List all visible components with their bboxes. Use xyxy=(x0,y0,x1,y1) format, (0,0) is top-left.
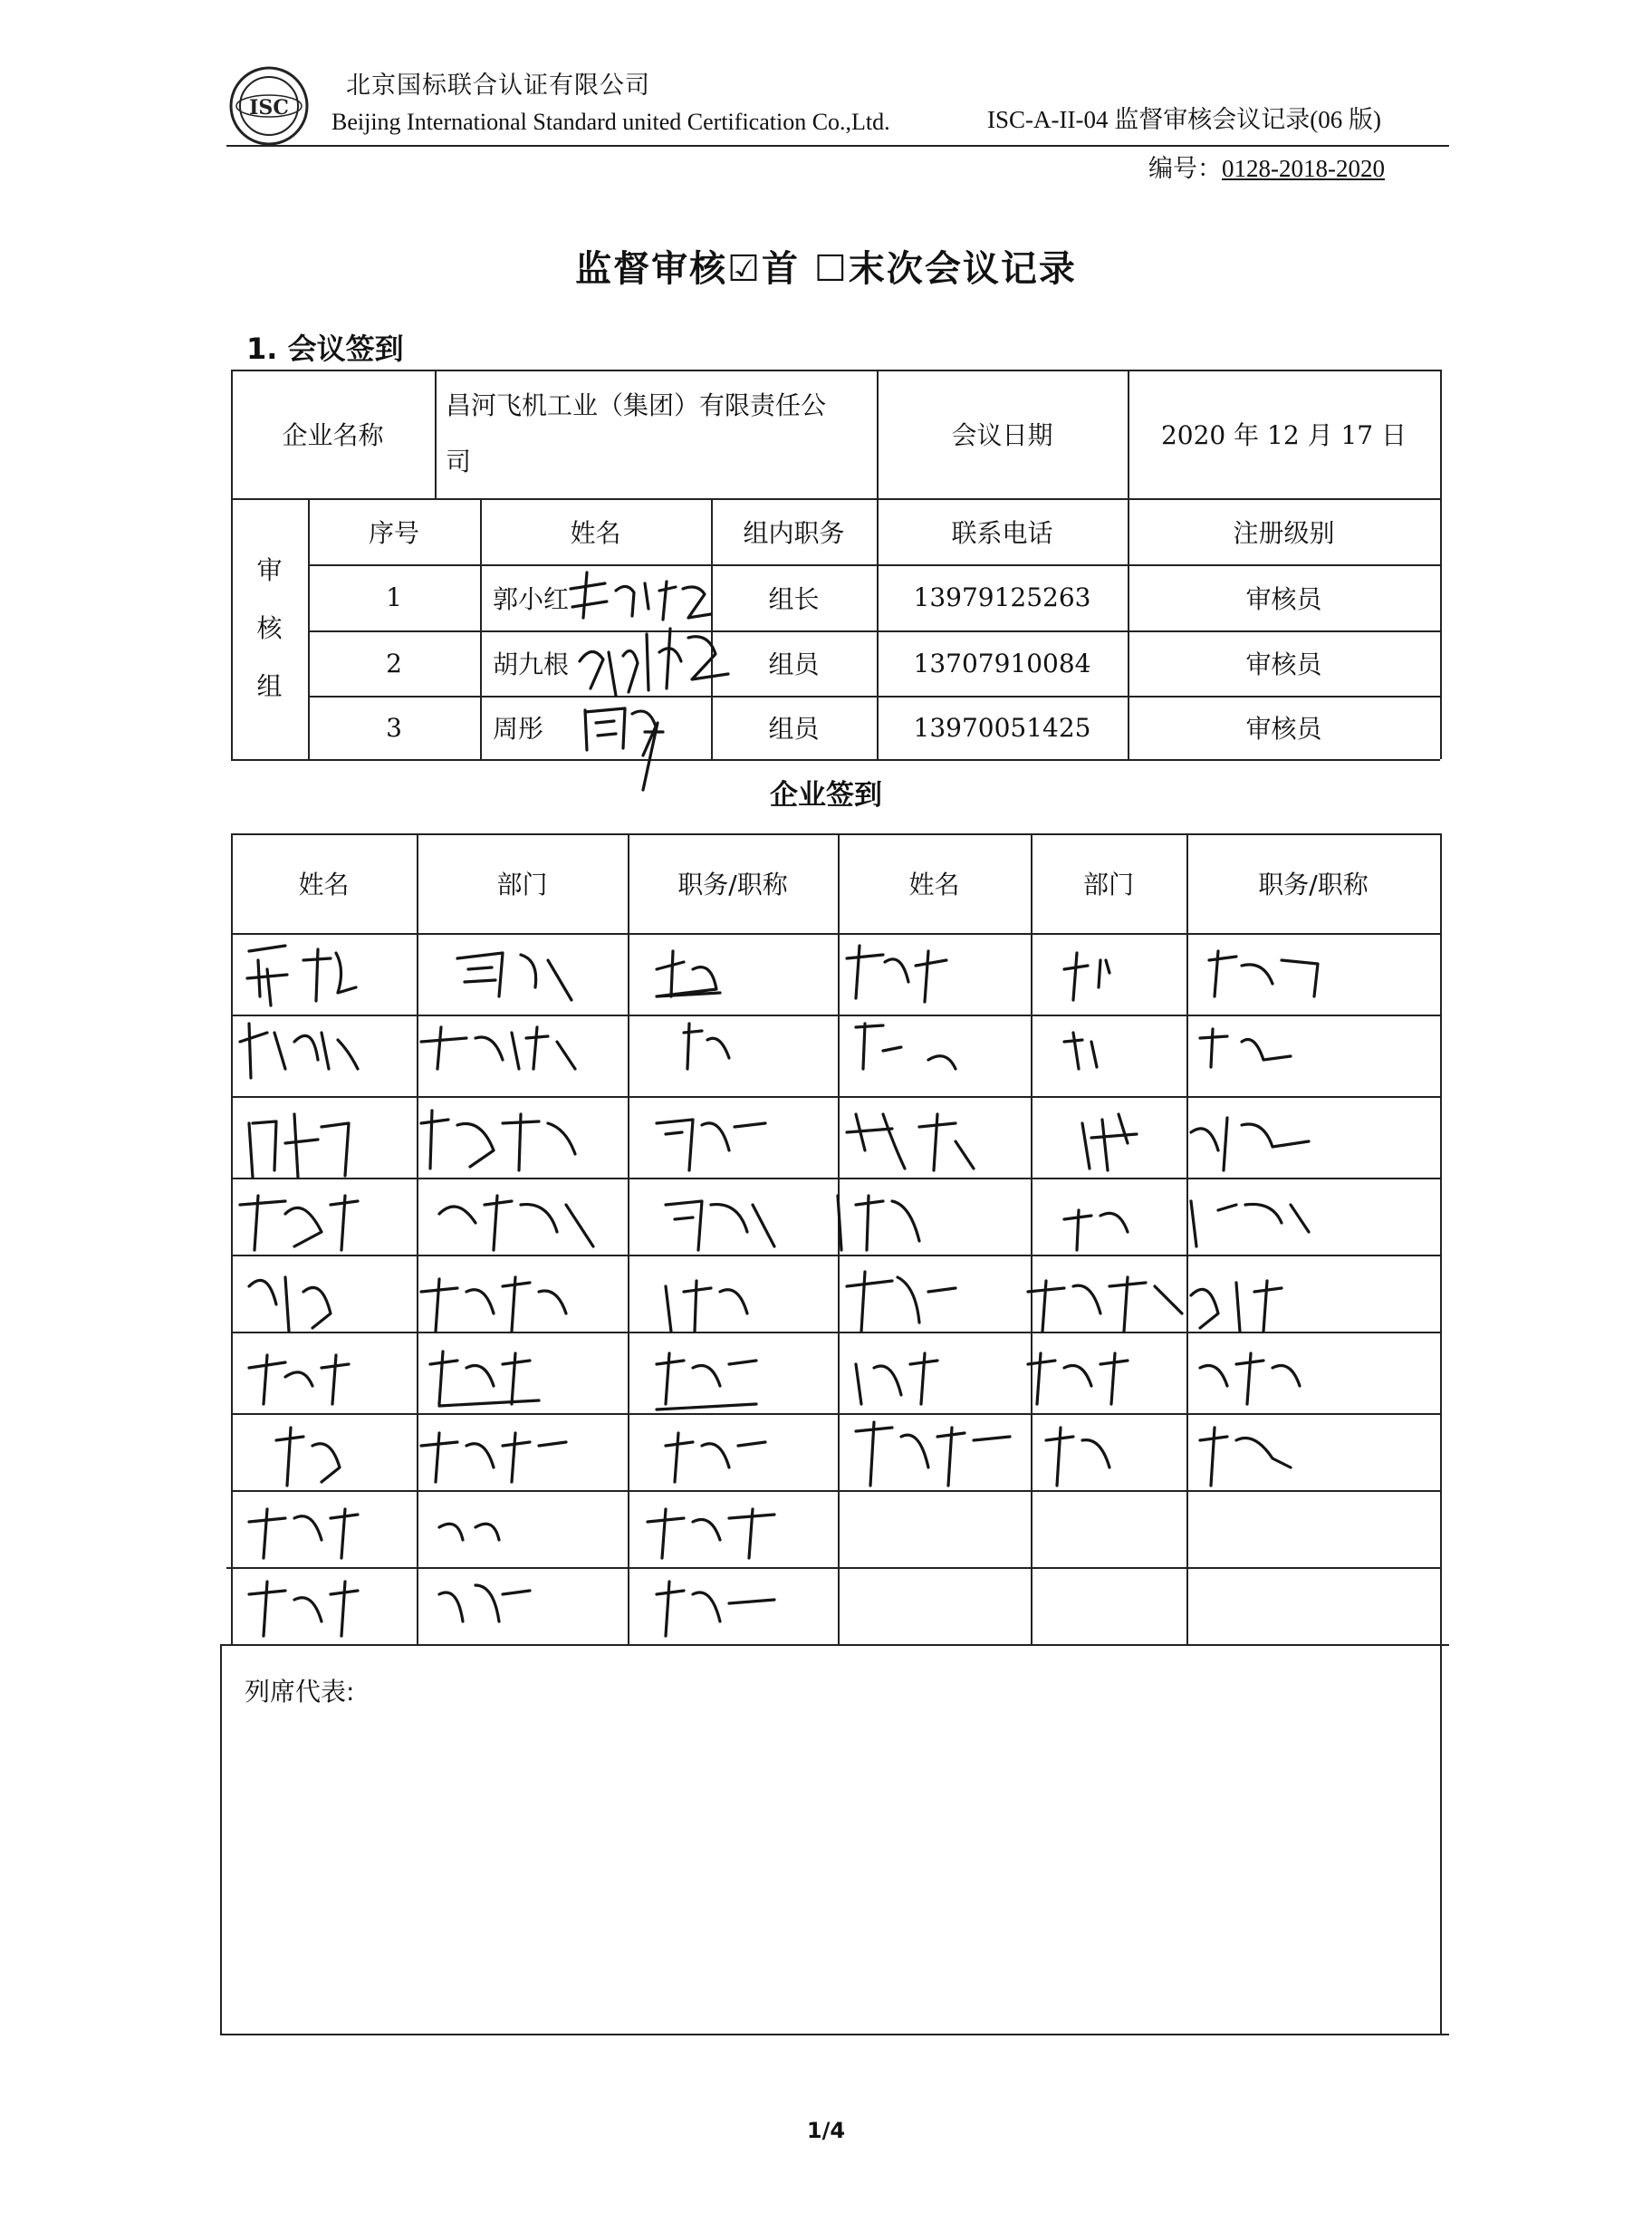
page-title: 监督审核☑首 ☐末次会议记录 xyxy=(575,248,1077,290)
form-code: ISC-A-II-04 监督审核会议记录(06 版) xyxy=(987,106,1381,133)
audit-group-label-1: 审 xyxy=(256,555,283,585)
header-rule xyxy=(226,145,1449,147)
audit-row-1-level: 审核员 xyxy=(1245,583,1322,614)
audit-group-label-2: 核 xyxy=(256,613,283,643)
ent-header-title-2: 职务/职称 xyxy=(1258,870,1369,900)
audit-group-label-3: 组 xyxy=(256,671,283,701)
ent-header-name-1: 姓名 xyxy=(298,870,350,900)
header-role: 组内职务 xyxy=(743,517,845,548)
attendance-label: 列席代表: xyxy=(245,1677,355,1707)
audit-row-2-no: 2 xyxy=(386,648,402,678)
company-logo xyxy=(228,65,310,147)
audit-row-3-phone: 13970051425 xyxy=(913,712,1091,743)
audit-row-1-phone: 13979125263 xyxy=(913,582,1091,612)
company-value-line2: 司 xyxy=(446,447,472,476)
header-phone: 联系电话 xyxy=(951,517,1053,548)
audit-row-3-no: 3 xyxy=(386,712,402,743)
audit-row-1-role: 组长 xyxy=(768,583,820,614)
header-seq: 序号 xyxy=(368,517,419,548)
header-level: 注册级别 xyxy=(1233,517,1335,548)
section-title: 1. 会议签到 xyxy=(246,332,404,366)
enterprise-sign-in-title: 企业签到 xyxy=(770,779,882,812)
svg-text:ISC: ISC xyxy=(249,96,289,120)
audit-row-1-no: 1 xyxy=(386,582,402,612)
ent-header-dept-2: 部门 xyxy=(1082,870,1134,900)
audit-row-2-level: 审核员 xyxy=(1245,649,1322,679)
audit-row-3-role: 组员 xyxy=(768,714,820,744)
serial-label: 编号： xyxy=(1148,155,1222,183)
audit-group-label xyxy=(231,498,308,759)
ent-header-name-2: 姓名 xyxy=(908,870,960,900)
ent-header-dept-1: 部门 xyxy=(496,870,548,900)
audit-row-2-role: 组员 xyxy=(768,649,820,679)
date-label: 会议日期 xyxy=(951,420,1053,450)
audit-row-1-name: 郭小红 xyxy=(493,583,570,614)
company-value xyxy=(435,370,877,498)
company-value-line1: 昌河飞机工业（集团）有限责任公 xyxy=(446,390,827,420)
company-name-en: Beijing International Standard united Certification Co.,Ltd. xyxy=(331,109,890,135)
audit-row-3-name: 周彤 xyxy=(493,714,544,744)
handwritten-signatures xyxy=(231,933,1440,1644)
audit-row-3-level: 审核员 xyxy=(1245,714,1322,744)
audit-row-2-name: 胡九根 xyxy=(493,649,570,679)
ent-header-title-1: 职务/职称 xyxy=(677,870,788,900)
date-value: 2020 年 12 月 17 日 xyxy=(1160,420,1407,450)
header-name: 姓名 xyxy=(570,517,621,548)
company-name-cn: 北京国标联合认证有限公司 xyxy=(346,72,650,100)
serial-number xyxy=(1148,149,1385,184)
serial-value: 0128-2018-2020 xyxy=(1222,155,1385,182)
page-number: 1/4 xyxy=(806,2118,846,2143)
company-label: 企业名称 xyxy=(282,420,384,450)
audit-row-2-phone: 13707910084 xyxy=(913,648,1091,678)
